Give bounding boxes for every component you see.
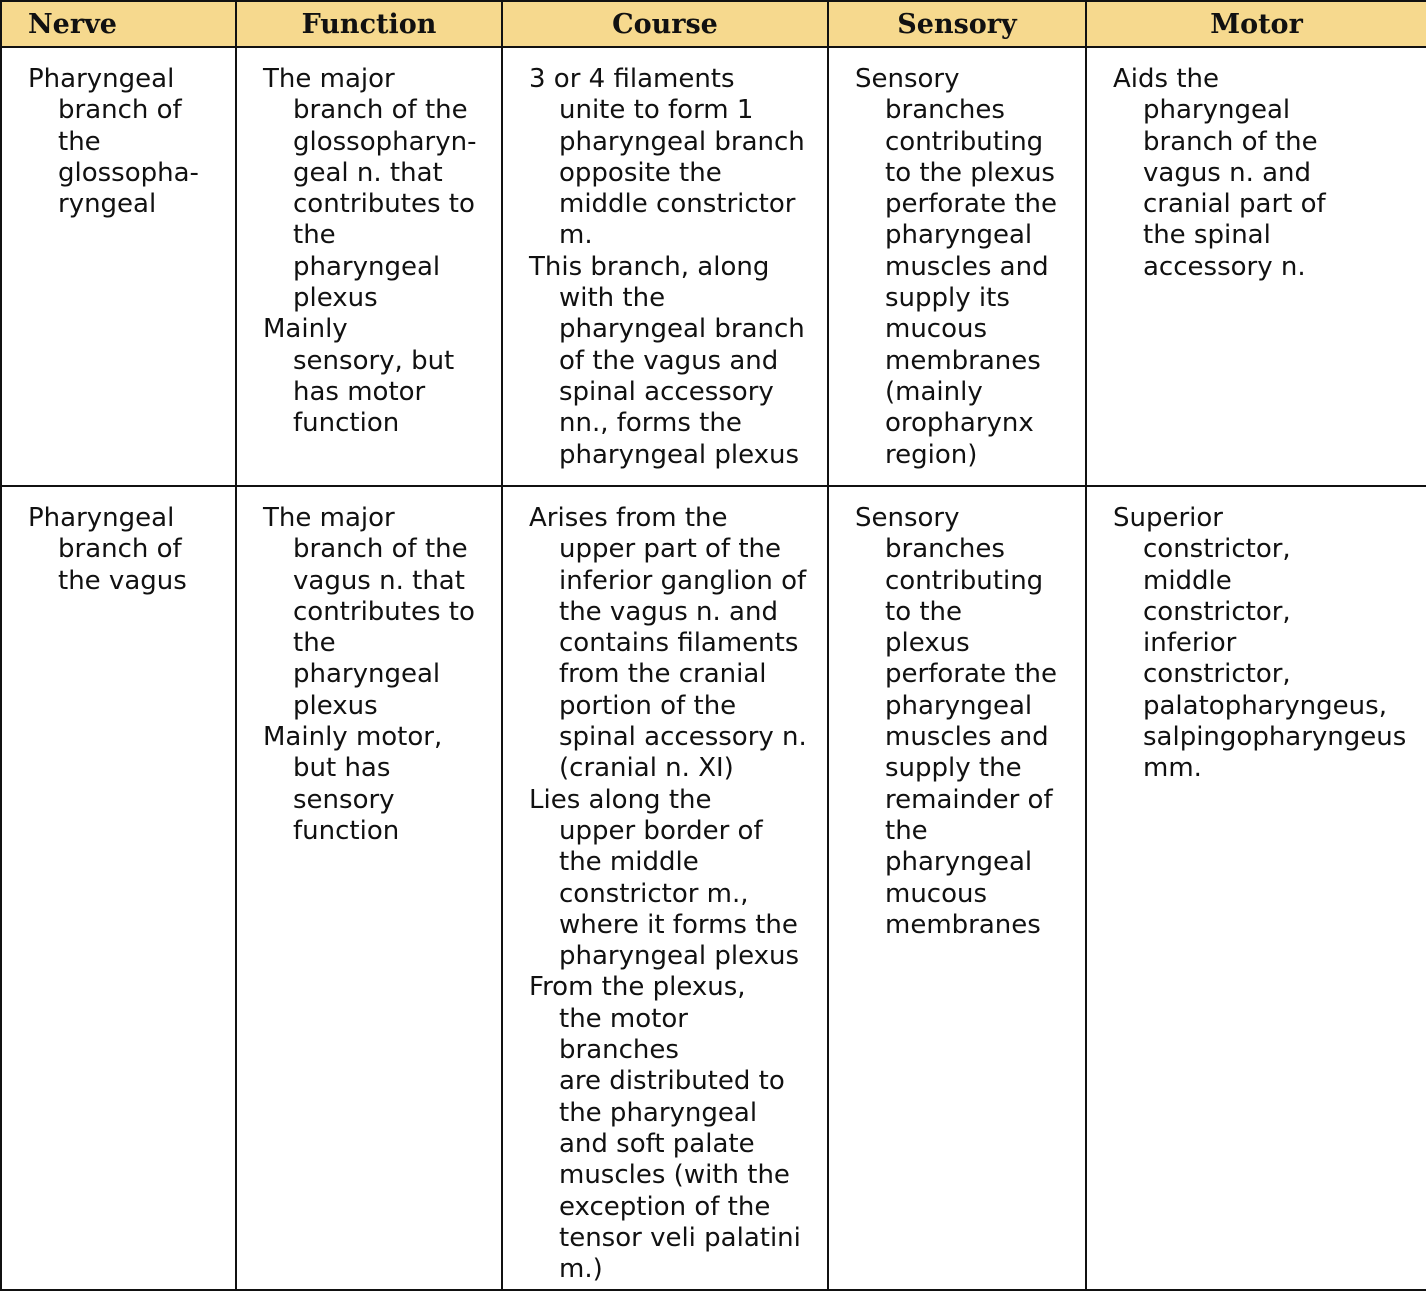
- nerve-name: Pharyngeal branch of the vagus: [28, 503, 187, 596]
- cell-motor: [1086, 47, 1426, 486]
- function-text: Mainly motor, but has sensory function: [263, 722, 443, 846]
- cell-nerve: [1, 47, 236, 486]
- table-header-row: [1, 1, 1426, 47]
- header-sensory: Sensory: [828, 1, 1086, 47]
- cell-motor: [1086, 486, 1426, 1290]
- motor-text: Superior constrictor, middle constrictor, inferior constrictor, palatopharyngeus, salpingopharyngeus mm.: [1113, 503, 1407, 784]
- table-row-vagus: [1, 486, 1426, 1290]
- nerve-name: Pharyngeal branch of the glossopha- ryngeal: [28, 64, 199, 220]
- motor-text: Aids the pharyngeal branch of the vagus n. and cranial part of the spinal accessory n.: [1113, 64, 1326, 282]
- function-text: The major branch of the vagus n. that contributes to the pharyngeal plexus: [263, 503, 475, 721]
- course-text: This branch, along with the pharyngeal branch of the vagus and spinal accessory nn., forms the pharyngeal plexus: [529, 251, 805, 470]
- course-text: Lies along the upper border of the middle constrictor m., where it forms the pharyngeal plexus: [529, 784, 800, 972]
- header-nerve: Nerve: [1, 1, 236, 47]
- header-motor: Motor: [1086, 1, 1426, 47]
- course-text: From the plexus, the motor branches are distributed to the pharyngeal and soft palate muscles (with the exception of the tensor veli palatini m.): [529, 972, 801, 1285]
- cell-course: [502, 47, 828, 486]
- function-text: The major branch of the glossopharyn- geal n. that contributes to the pharyngeal plexus: [263, 64, 477, 314]
- course-text: 3 or 4 filaments unite to form 1 pharyngeal branch opposite the middle constrictor m.: [529, 64, 805, 251]
- cell-nerve: [1, 486, 236, 1290]
- cell-function: [236, 47, 502, 486]
- header-function: Function: [236, 1, 502, 47]
- header-course: Course: [502, 1, 828, 47]
- sensory-text: Sensory branches contributing to the plexus perforate the pharyngeal muscles and supply its mucous membranes (mainly oropharynx region): [855, 64, 1057, 470]
- cell-sensory: [828, 47, 1086, 486]
- sensory-text: Sensory branches contributing to the plexus perforate the pharyngeal muscles and supply the remainder of the pharyngeal mucous membranes: [855, 503, 1057, 940]
- cell-sensory: [828, 486, 1086, 1290]
- course-text: Arises from the upper part of the inferior ganglion of the vagus n. and contains filaments from the cranial portion of the spinal accessory n. (cranial n. XI): [529, 503, 807, 784]
- cell-course: [502, 486, 828, 1290]
- cell-function: [236, 486, 502, 1290]
- table-row-glossopharyngeal: [1, 47, 1426, 486]
- function-text: Mainly sensory, but has motor function: [263, 314, 455, 439]
